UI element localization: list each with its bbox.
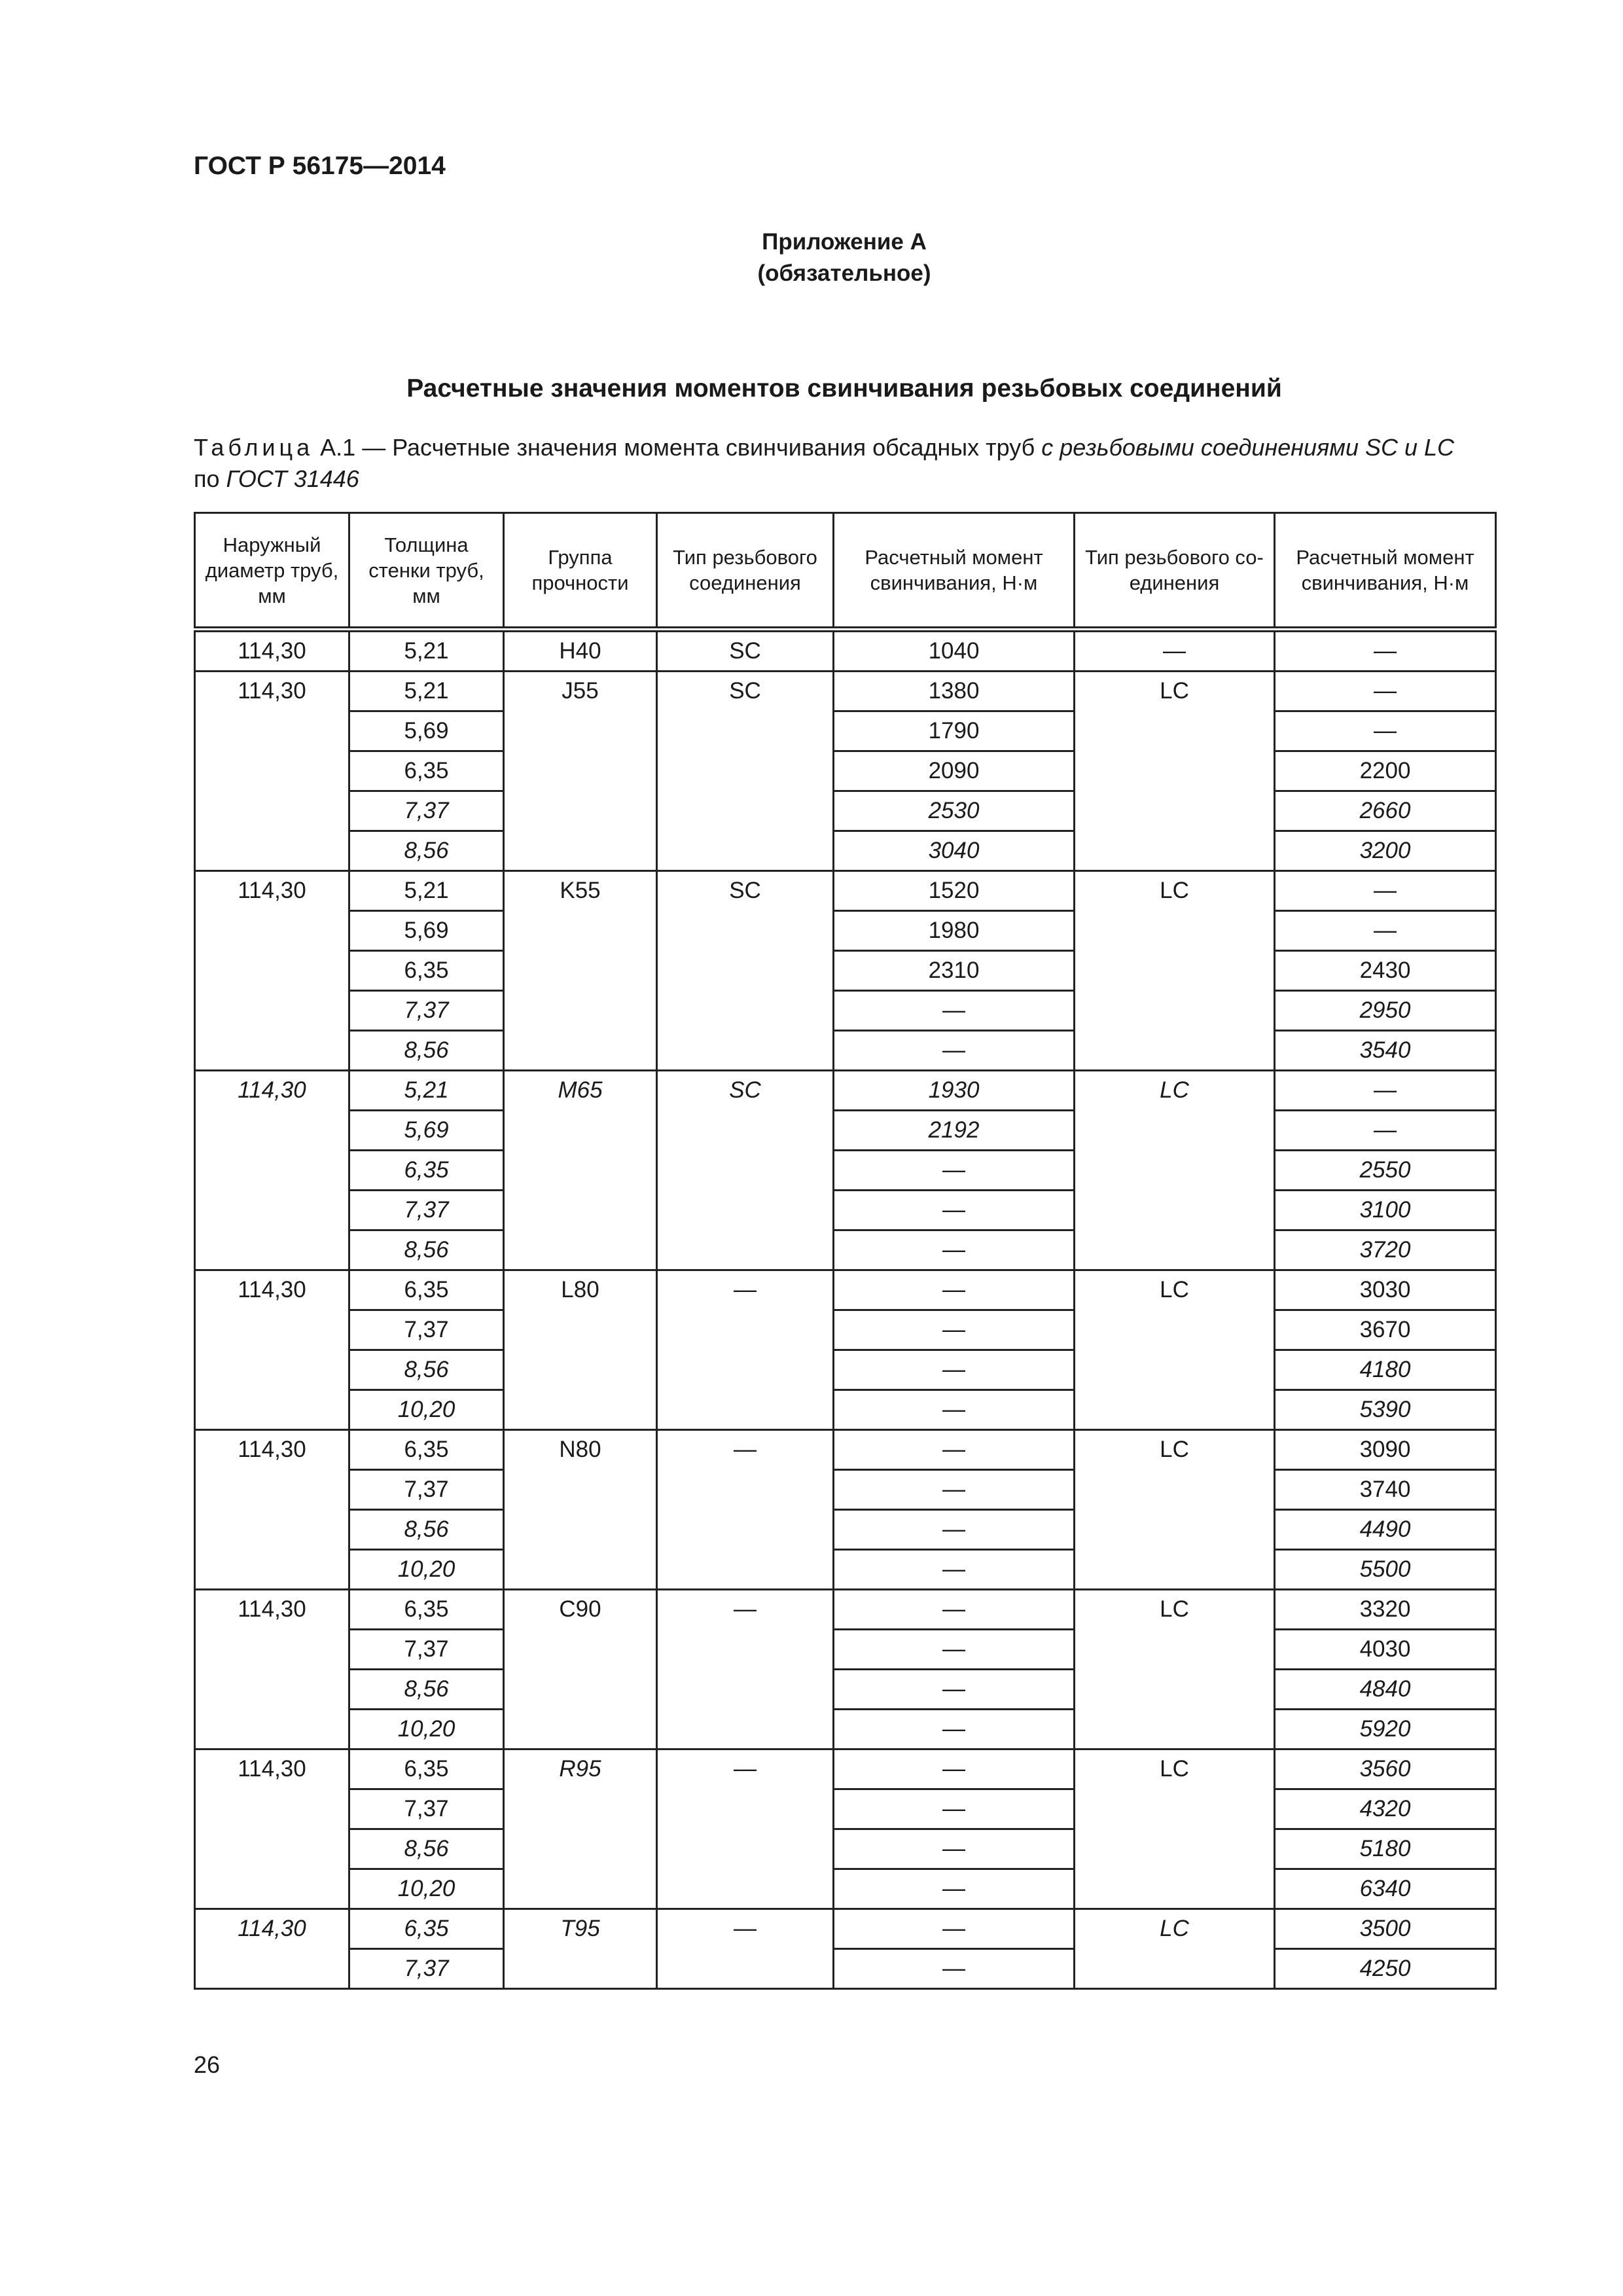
header-connection-type-sc: Тип резьбового соединения [657,513,834,630]
cell-wall-thickness: 7,37 [349,1310,504,1350]
header-outer-diameter: Наружный диаметр труб, мм [195,513,349,630]
cell-wall-thickness: 5,21 [349,1071,504,1111]
table-row [195,672,1496,711]
cell-wall-thickness: 6,35 [349,1749,504,1789]
table-row [195,1550,1496,1590]
cell-connection-sc: — [657,1749,834,1909]
cell-torque-lc: 4490 [1275,1510,1496,1550]
table-row [195,911,1496,951]
table-row [195,831,1496,871]
cell-torque-sc: — [834,1510,1075,1550]
cell-torque-sc: — [834,1191,1075,1230]
cell-connection-lc: — [1075,630,1275,672]
table-row [195,1590,1496,1630]
caption-line2: по [194,465,226,492]
cell-connection-sc: — [657,1270,834,1430]
cell-wall-thickness: 7,37 [349,1191,504,1230]
table-row [195,1510,1496,1550]
cell-connection-sc: — [657,1430,834,1590]
cell-strength-group: M65 [504,1071,657,1270]
cell-strength-group: N80 [504,1430,657,1590]
cell-wall-thickness: 10,20 [349,1550,504,1590]
cell-wall-thickness: 10,20 [349,1710,504,1749]
cell-torque-lc: 4030 [1275,1630,1496,1670]
cell-wall-thickness: 10,20 [349,1869,504,1909]
cell-torque-sc: 1520 [834,871,1075,911]
cell-strength-group: T95 [504,1909,657,1989]
cell-torque-sc: — [834,1749,1075,1789]
cell-connection-sc: SC [657,672,834,871]
cell-torque-lc: 4320 [1275,1789,1496,1829]
cell-connection-sc: SC [657,630,834,672]
cell-wall-thickness: 7,37 [349,991,504,1031]
cell-connection-lc: LC [1075,1749,1275,1909]
cell-wall-thickness: 8,56 [349,1350,504,1390]
cell-torque-sc: — [834,1270,1075,1310]
cell-outer-diameter: 114,30 [195,672,349,871]
cell-wall-thickness: 8,56 [349,831,504,871]
cell-torque-lc: — [1275,871,1496,911]
cell-wall-thickness: 5,69 [349,711,504,751]
cell-torque-sc: 2090 [834,751,1075,791]
cell-torque-lc: 4180 [1275,1350,1496,1390]
cell-torque-lc: 5390 [1275,1390,1496,1430]
cell-torque-lc: 3560 [1275,1749,1496,1789]
cell-wall-thickness: 6,35 [349,1590,504,1630]
cell-strength-group: J55 [504,672,657,871]
cell-torque-lc: 5180 [1275,1829,1496,1869]
cell-strength-group: K55 [504,871,657,1071]
cell-torque-sc: — [834,1550,1075,1590]
table-caption [194,432,1529,495]
table-row [195,991,1496,1031]
cell-wall-thickness: 5,69 [349,1111,504,1151]
table-row [195,630,1496,672]
cell-torque-sc: — [834,1949,1075,1989]
cell-connection-lc: LC [1075,672,1275,871]
cell-torque-sc: 1930 [834,1071,1075,1111]
cell-connection-sc: SC [657,1071,834,1270]
cell-wall-thickness: 7,37 [349,1949,504,1989]
header-connection-type-lc: Тип резьбового со-единения [1075,513,1275,630]
cell-strength-group: L80 [504,1270,657,1430]
table-row [195,1670,1496,1710]
table-row [195,871,1496,911]
cell-torque-sc: — [834,1909,1075,1949]
cell-connection-sc: — [657,1909,834,1989]
header-wall-thickness: Толщина стенки труб, мм [349,513,504,630]
cell-torque-lc: 3320 [1275,1590,1496,1630]
cell-torque-lc: 2200 [1275,751,1496,791]
table-row [195,951,1496,991]
cell-torque-sc: 1040 [834,630,1075,672]
cell-torque-lc: 2660 [1275,791,1496,831]
table-row [195,1230,1496,1270]
cell-torque-sc: — [834,1430,1075,1470]
cell-outer-diameter: 114,30 [195,1430,349,1590]
cell-torque-sc: — [834,1390,1075,1430]
section-title: Расчетные значения моментов свинчивания резьбовых соединений [406,374,1282,403]
cell-wall-thickness: 5,21 [349,672,504,711]
cell-torque-sc: — [834,1869,1075,1909]
cell-outer-diameter: 114,30 [195,630,349,672]
cell-wall-thickness: 5,21 [349,871,504,911]
table-row [195,1270,1496,1310]
cell-wall-thickness: 8,56 [349,1031,504,1071]
cell-torque-lc: 3200 [1275,831,1496,871]
cell-torque-sc: 1380 [834,672,1075,711]
cell-outer-diameter: 114,30 [195,871,349,1071]
cell-torque-sc: — [834,1630,1075,1670]
caption-text-italic: с резьбовыми соединениями SC и LC [1041,434,1455,461]
cell-torque-lc: 3500 [1275,1909,1496,1949]
cell-connection-sc: — [657,1590,834,1749]
cell-outer-diameter: 114,30 [195,1749,349,1909]
cell-torque-lc: — [1275,672,1496,711]
cell-connection-lc: LC [1075,1071,1275,1270]
caption-label: Таблица [194,434,314,461]
table-row [195,1909,1496,1949]
cell-torque-lc: — [1275,630,1496,672]
header-strength-group: Группа прочности [504,513,657,630]
cell-outer-diameter: 114,30 [195,1071,349,1270]
table-row [195,1151,1496,1191]
cell-connection-lc: LC [1075,1430,1275,1590]
cell-torque-sc: — [834,1670,1075,1710]
cell-connection-sc: SC [657,871,834,1071]
caption-standard-ref: ГОСТ 31446 [226,465,359,492]
cell-torque-lc: 5920 [1275,1710,1496,1749]
cell-strength-group: H40 [504,630,657,672]
cell-wall-thickness: 5,21 [349,630,504,672]
cell-wall-thickness: 6,35 [349,1430,504,1470]
cell-torque-lc: 4840 [1275,1670,1496,1710]
cell-wall-thickness: 8,56 [349,1510,504,1550]
table-header-row [195,513,1496,630]
cell-outer-diameter: 114,30 [195,1590,349,1749]
appendix-title: Приложение А [762,229,927,255]
caption-text: А.1 — Расчетные значения момента свинчивания обсадных труб [313,434,1042,461]
header-torque-lc: Расчетный момент свинчивания, Н·м [1275,513,1496,630]
cell-wall-thickness: 6,35 [349,951,504,991]
document-code: ГОСТ Р 56175—2014 [194,152,446,180]
cell-torque-lc: 2430 [1275,951,1496,991]
cell-torque-lc: 3670 [1275,1310,1496,1350]
table-row [195,1869,1496,1909]
appendix-heading [0,226,1623,289]
cell-torque-lc: 3740 [1275,1470,1496,1510]
cell-torque-sc: 3040 [834,831,1075,871]
table-row [195,1350,1496,1390]
cell-torque-sc: — [834,1470,1075,1510]
cell-wall-thickness: 7,37 [349,1789,504,1829]
cell-torque-lc: 3090 [1275,1430,1496,1470]
cell-torque-sc: — [834,1590,1075,1630]
table-row [195,1829,1496,1869]
cell-wall-thickness: 7,37 [349,791,504,831]
cell-wall-thickness: 8,56 [349,1670,504,1710]
cell-torque-sc: — [834,991,1075,1031]
table-body [195,630,1496,1989]
cell-outer-diameter: 114,30 [195,1270,349,1430]
cell-torque-lc: — [1275,911,1496,951]
table-row [195,711,1496,751]
table-row [195,1031,1496,1071]
cell-strength-group: C90 [504,1590,657,1749]
cell-wall-thickness: 8,56 [349,1230,504,1270]
cell-wall-thickness: 6,35 [349,751,504,791]
table-row [195,1111,1496,1151]
cell-strength-group: R95 [504,1749,657,1909]
table-row [195,791,1496,831]
cell-torque-sc: — [834,1350,1075,1390]
page-number: 26 [194,2051,221,2078]
cell-torque-lc: 2950 [1275,991,1496,1031]
cell-wall-thickness: 5,69 [349,911,504,951]
cell-torque-sc: — [834,1230,1075,1270]
table-row [195,1071,1496,1111]
cell-connection-lc: LC [1075,1909,1275,1989]
table-container [194,512,1497,1990]
cell-wall-thickness: 7,37 [349,1470,504,1510]
cell-torque-sc: — [834,1829,1075,1869]
cell-torque-sc: — [834,1031,1075,1071]
table-row [195,1390,1496,1430]
cell-torque-lc: 2550 [1275,1151,1496,1191]
table-row [195,1470,1496,1510]
cell-connection-lc: LC [1075,871,1275,1071]
cell-torque-lc: 3720 [1275,1230,1496,1270]
cell-torque-sc: 2192 [834,1111,1075,1151]
table-row [195,751,1496,791]
cell-torque-sc: 2310 [834,951,1075,991]
table-row [195,1430,1496,1470]
table-row [195,1789,1496,1829]
cell-outer-diameter: 114,30 [195,1909,349,1989]
cell-torque-sc: — [834,1310,1075,1350]
torque-table [194,512,1497,1990]
cell-torque-lc: — [1275,1071,1496,1111]
cell-wall-thickness: 6,35 [349,1151,504,1191]
cell-connection-lc: LC [1075,1590,1275,1749]
cell-wall-thickness: 10,20 [349,1390,504,1430]
cell-torque-sc: — [834,1789,1075,1829]
cell-torque-lc: 3540 [1275,1031,1496,1071]
cell-torque-lc: 4250 [1275,1949,1496,1989]
cell-torque-lc: — [1275,1111,1496,1151]
cell-torque-sc: 1980 [834,911,1075,951]
cell-torque-lc: 5500 [1275,1550,1496,1590]
table-row [195,1710,1496,1749]
cell-torque-sc: 2530 [834,791,1075,831]
table-row [195,1310,1496,1350]
cell-torque-sc: 1790 [834,711,1075,751]
cell-torque-lc: 6340 [1275,1869,1496,1909]
cell-torque-lc: 3030 [1275,1270,1496,1310]
appendix-status: (обязательное) [757,260,931,286]
table-row [195,1630,1496,1670]
cell-wall-thickness: 6,35 [349,1270,504,1310]
cell-torque-sc: — [834,1151,1075,1191]
table-row [195,1191,1496,1230]
cell-wall-thickness: 6,35 [349,1909,504,1949]
cell-wall-thickness: 7,37 [349,1630,504,1670]
table-row [195,1749,1496,1789]
cell-torque-lc: — [1275,711,1496,751]
cell-torque-sc: — [834,1710,1075,1749]
cell-wall-thickness: 8,56 [349,1829,504,1869]
cell-torque-lc: 3100 [1275,1191,1496,1230]
cell-connection-lc: LC [1075,1270,1275,1430]
header-torque-sc: Расчетный момент свинчивания, Н·м [834,513,1075,630]
table-row [195,1949,1496,1989]
